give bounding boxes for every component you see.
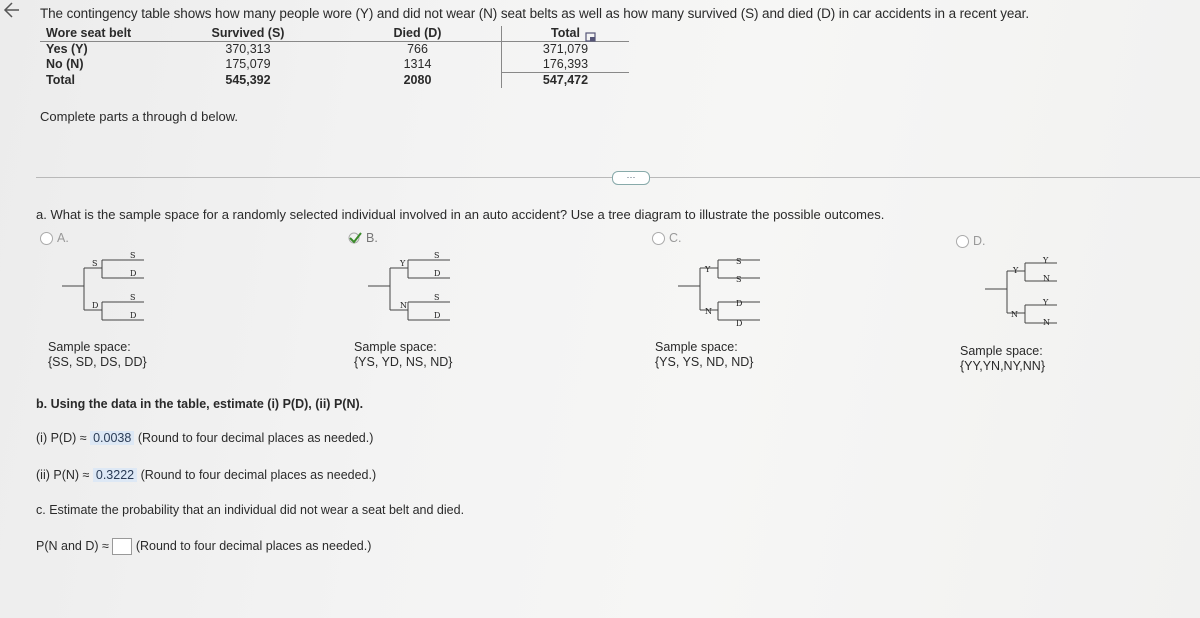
tree-leaf-label: S — [130, 251, 136, 260]
table-header: Wore seat belt — [40, 26, 162, 42]
answer-row-pd — [36, 431, 373, 445]
table-cell: 545,392 — [225, 72, 271, 87]
option-label: B. — [366, 231, 378, 245]
answer-row-pnd — [36, 538, 371, 555]
sample-space-value: {YY,YN,NY,NN} — [960, 359, 1046, 373]
table-header: Died (D) — [334, 26, 502, 42]
sample-space-a — [48, 340, 147, 370]
instructions: Complete parts a through d below. — [40, 109, 239, 124]
tree-leaf-label: S — [434, 251, 440, 260]
radio-icon[interactable] — [40, 232, 53, 245]
sample-space-value: {YS, YD, NS, ND} — [354, 355, 453, 369]
sample-space-value: {YS, YS, ND, ND} — [655, 355, 754, 369]
answer-row-pn — [36, 468, 376, 482]
table-row — [40, 73, 629, 89]
tree-leaf-label: D — [130, 269, 137, 278]
sample-space-title: Sample space: — [655, 340, 738, 354]
tree-leaf-label: D — [736, 319, 743, 328]
table-header: Survived (S) — [162, 26, 334, 42]
question-b: b. Using the data in the table, estimate (i) P(D), (ii) P(N). — [36, 397, 364, 411]
sample-space-d — [960, 344, 1045, 374]
sample-space-title: Sample space: — [960, 344, 1043, 358]
tree-diagram-b — [368, 250, 468, 330]
table-cell: 370,313 — [225, 42, 271, 56]
option-a-radio[interactable] — [40, 231, 69, 245]
table-cell: Total — [46, 72, 75, 87]
table-cell: 547,472 — [542, 73, 589, 87]
option-label: A. — [57, 231, 69, 245]
table-cell: No (N) — [46, 57, 84, 72]
tree-branch-label: Y — [400, 259, 406, 268]
table-header-row — [40, 26, 629, 42]
tree-branch-label: N — [1011, 310, 1018, 319]
option-d-radio[interactable] — [956, 234, 986, 248]
sample-space-title: Sample space: — [354, 340, 437, 354]
more-icon[interactable]: ··· — [612, 171, 650, 185]
tree-leaf-label: S — [736, 275, 742, 284]
table-cell: 766 — [334, 42, 502, 58]
tree-leaf-label: S — [130, 293, 136, 302]
table-header: Total — [502, 26, 630, 42]
contingency-table — [40, 26, 629, 88]
tree-branch-label: S — [92, 259, 98, 268]
answer-prefix: (ii) P(N) ≈ — [36, 468, 90, 482]
answer-pnd-input[interactable] — [112, 538, 132, 555]
answer-prefix: P(N and D) ≈ — [36, 538, 109, 553]
tree-branch-label: Y — [705, 265, 711, 274]
tree-branch-label: D — [92, 301, 99, 310]
tree-branch-label: N — [400, 301, 407, 310]
answer-pd-field[interactable]: 0.0038 — [90, 431, 134, 445]
radio-icon[interactable] — [652, 232, 665, 245]
table-cell: Yes (Y) — [46, 42, 88, 56]
copy-icon[interactable] — [585, 30, 597, 41]
sample-space-title: Sample space: — [48, 340, 131, 354]
tree-leaf-label: D — [130, 311, 137, 320]
table-cell: 175,079 — [225, 57, 271, 72]
sample-space-c — [655, 340, 753, 370]
sample-space-b — [354, 340, 452, 370]
tree-leaf-label: S — [434, 293, 440, 302]
option-c-radio[interactable] — [652, 231, 682, 245]
back-arrow-icon[interactable] — [2, 0, 20, 20]
tree-diagram-a — [62, 250, 162, 330]
round-note: (Round to four decimal places as needed.) — [140, 468, 377, 482]
question-c: c. Estimate the probability that an individual did not wear a seat belt and died. — [36, 503, 465, 517]
tree-branch-label: N — [705, 307, 712, 316]
option-label: C. — [669, 231, 682, 245]
tree-leaf-label: Y — [1043, 256, 1049, 265]
round-note: (Round to four decimal places as needed.) — [135, 538, 372, 553]
tree-leaf-label: S — [736, 257, 742, 266]
tree-leaf-label: D — [434, 311, 441, 320]
tree-leaf-label: N — [1043, 274, 1050, 283]
tree-leaf-label: Y — [1043, 298, 1049, 307]
question-a: a. What is the sample space for a randomly selected individual involved in an auto accident? Use a tree diagram to illustrate the possible outcomes. — [36, 207, 885, 222]
tree-leaf-label: N — [1043, 318, 1050, 327]
option-label: D. — [973, 234, 986, 248]
tree-branch-label: Y — [1013, 266, 1019, 275]
check-icon — [348, 232, 362, 244]
answer-pn-field[interactable]: 0.3222 — [93, 468, 137, 482]
table-cell: 371,079 — [542, 42, 589, 56]
tree-diagram-c — [678, 250, 778, 330]
problem-intro: The contingency table shows how many people wore (Y) and did not wear (N) seat belts as well as how many survived (S) and died (D) in car accidents in a recent year. — [40, 6, 1029, 21]
radio-icon[interactable] — [956, 235, 969, 248]
sample-space-value: {SS, SD, DS, DD} — [48, 355, 147, 369]
table-row — [40, 57, 629, 73]
tree-leaf-label: D — [736, 299, 743, 308]
tree-diagram-d — [985, 253, 1085, 333]
tree-leaf-label: D — [434, 269, 441, 278]
table-cell: 176,393 — [502, 57, 630, 73]
table-cell: 1314 — [334, 57, 502, 73]
answer-prefix: (i) P(D) ≈ — [36, 431, 87, 445]
option-b-radio[interactable] — [348, 231, 378, 245]
round-note: (Round to four decimal places as needed.) — [137, 431, 374, 445]
table-cell: 2080 — [334, 73, 502, 89]
table-row — [40, 42, 629, 58]
